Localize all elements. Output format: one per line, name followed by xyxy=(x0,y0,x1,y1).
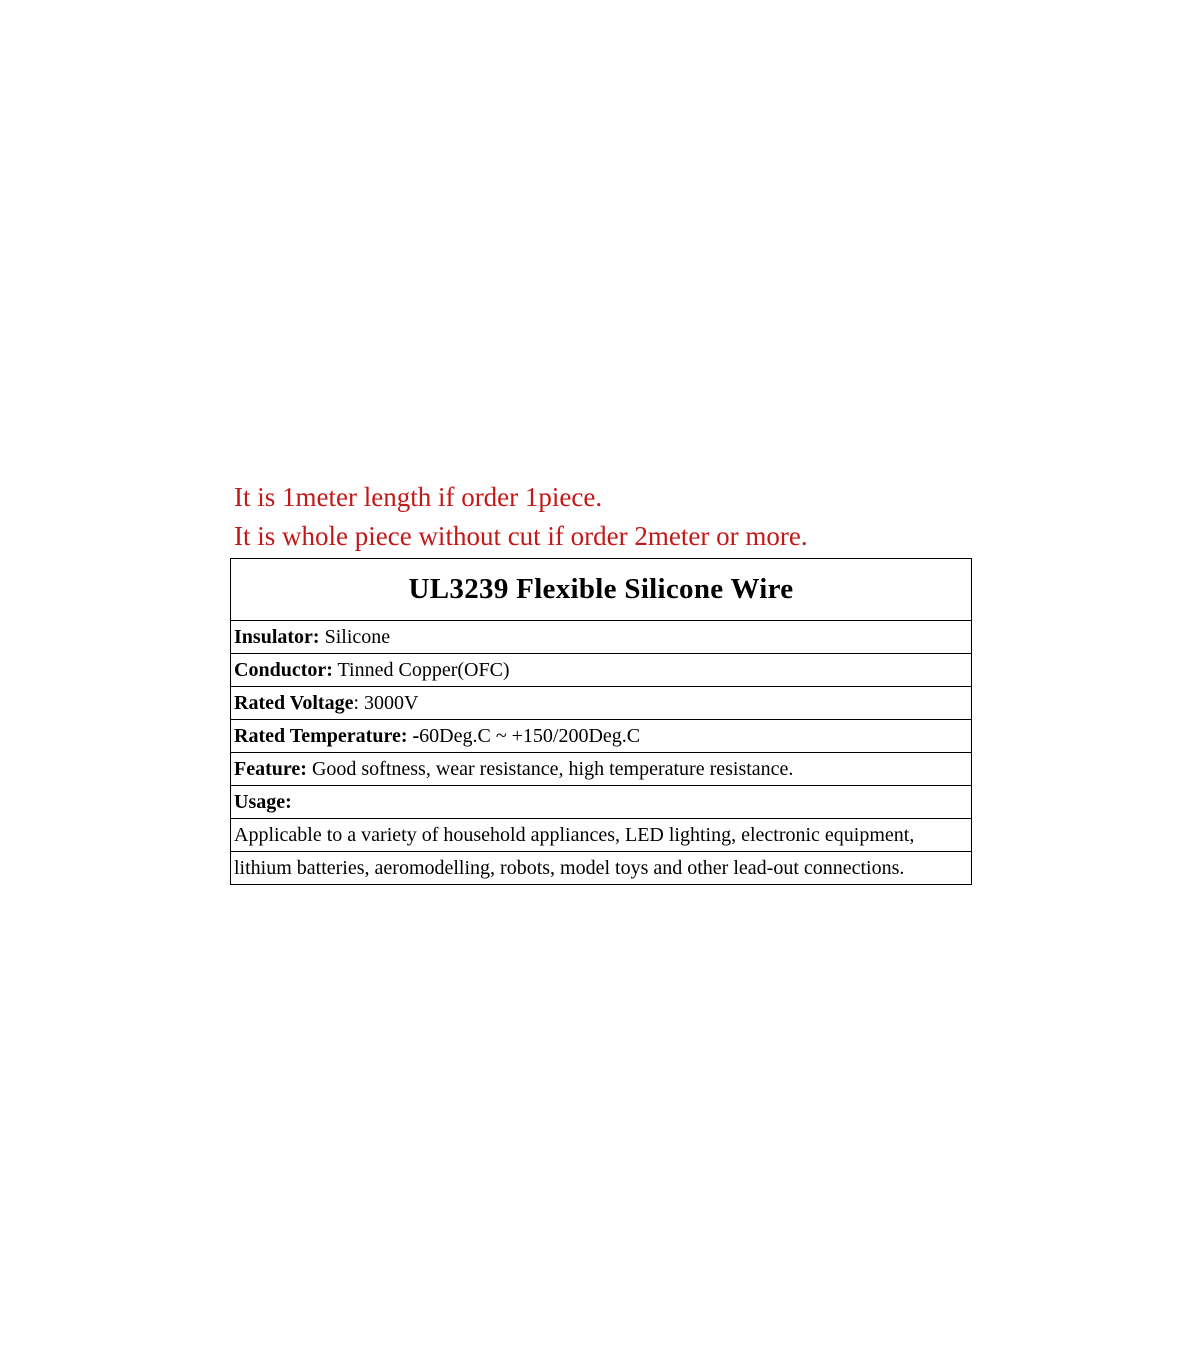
order-notes xyxy=(234,478,994,556)
usage-line-1: Applicable to a variety of household appliances, LED lighting, electronic equipment, xyxy=(231,819,971,852)
spec-table-title: UL3239 Flexible Silicone Wire xyxy=(231,559,971,621)
spec-table xyxy=(230,558,972,885)
spec-label: Conductor: xyxy=(234,658,333,681)
spec-label: Usage: xyxy=(234,790,292,813)
spec-label: Feature: xyxy=(234,757,307,780)
order-note-1: It is 1meter length if order 1piece. xyxy=(234,482,603,512)
spec-row-conductor xyxy=(231,654,971,687)
spec-row-rated-temperature xyxy=(231,720,971,753)
usage-description xyxy=(231,819,971,884)
spec-label: Rated Temperature: - xyxy=(234,724,420,747)
spec-row-feature xyxy=(231,753,971,786)
spec-label: Insulator: xyxy=(234,625,320,648)
spec-label: Rated Voltage xyxy=(234,691,354,714)
spec-value: Tinned Copper(OFC) xyxy=(332,658,510,681)
spec-row-insulator xyxy=(231,621,971,654)
order-note-2: It is whole piece without cut if order 2meter or more. xyxy=(234,521,808,551)
spec-value: Good softness, wear resistance, high temperature resistance. xyxy=(306,757,794,780)
spec-row-usage xyxy=(231,786,971,819)
spec-row-rated-voltage xyxy=(231,687,971,720)
spec-value: : 3000V xyxy=(353,691,419,714)
spec-value: 60Deg.C ~ +150/200Deg.C xyxy=(419,724,641,747)
spec-value: Silicone xyxy=(319,625,391,648)
usage-line-2: lithium batteries, aeromodelling, robots, model toys and other lead-out connections. xyxy=(234,856,905,879)
